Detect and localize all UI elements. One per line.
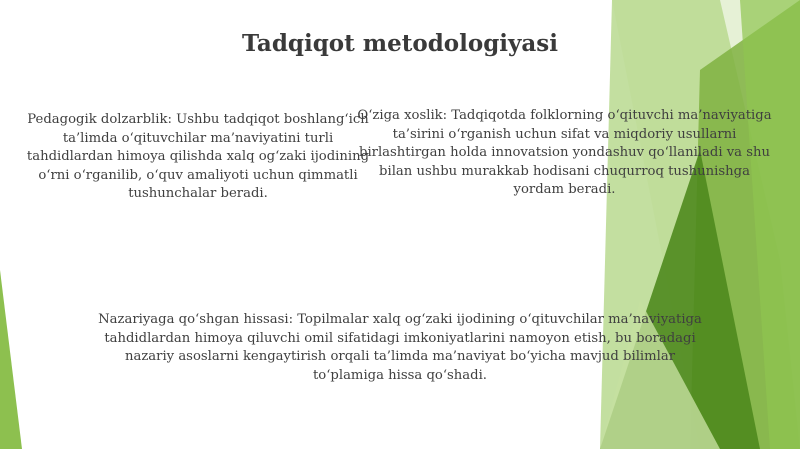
paragraph-pedagogical-relevance: Pedagogik dolzarblik: Ushbu tadqiqot boshlang‘ich ta’limda o‘qituvchilar ma’naviyatini turli tahdidlardan himoya qilishda xalq og‘zaki ijodining o‘rni o‘rganilib, o‘quv amaliyoti uchun qimmatli tushunchalar beradi. [26,112,370,201]
left-green-sliver [0,270,22,449]
paragraph-originality: O‘ziga xoslik: Tadqiqotda folklorning o‘qituvchi ma’naviyatiga ta’sirini o‘rganish uchun sifat va miqdoriy usullarni birlashtirgan holda innovatsion yondashuv qo‘llaniladi va shu bilan ushbu murakkab hodisani chuqurroq tushunishga yordam beradi. [357,108,772,197]
paragraph-theoretical-contribution: Nazariyaga qo‘shgan hissasi: Topilmalar xalq og‘zaki ijodining o‘qituvchilar ma’naviyatiga tahdidlardan himoya qiluvchi omil sifatidagi imkoniyatlarini namoyon etish, bu boradagi nazariy asoslarni kengaytirish orqali ta’limda ma’naviyat bo‘yicha mavjud bilimlar to‘plamiga hissa qo‘shadi. [98,312,702,383]
slide-title: Tadqiqot metodologiyasi [242,30,558,57]
